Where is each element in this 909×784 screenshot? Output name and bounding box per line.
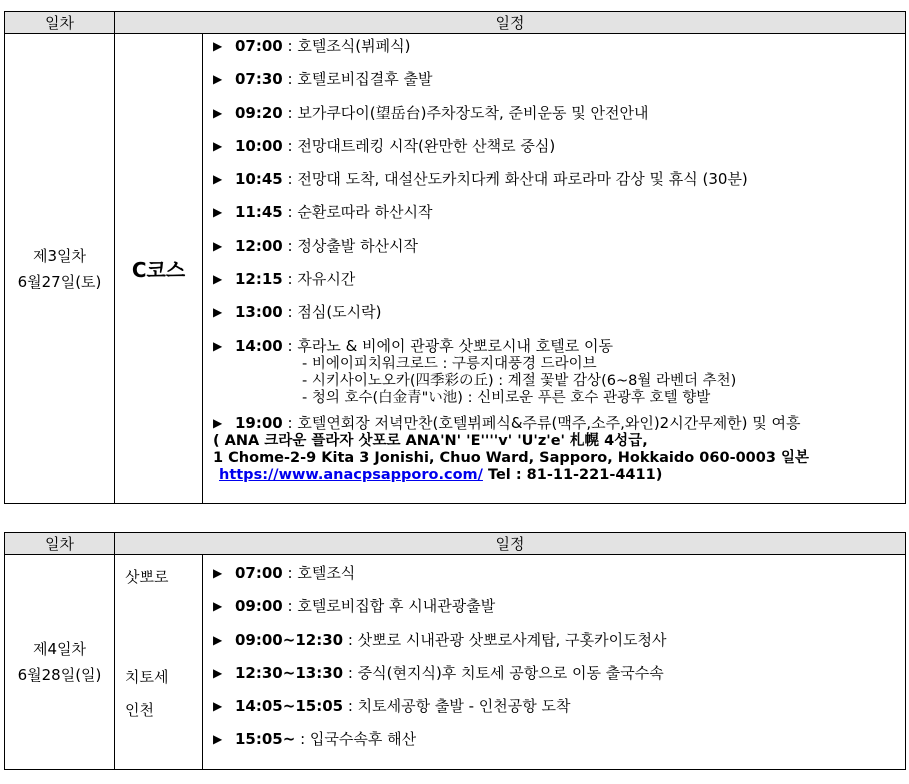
- item-time: 07:30: [235, 70, 283, 89]
- item-text: : 호텔조식: [282, 564, 356, 582]
- item-time: 10:00: [235, 136, 283, 155]
- bullet-icon: ▶: [213, 632, 223, 647]
- item-time: 14:05~15:05: [235, 697, 344, 716]
- bullet-icon: ▶: [213, 305, 223, 320]
- item-text: : 입국수속후 해산: [295, 730, 417, 749]
- item-text: : 전망대트레킹 시작(완만한 산책로 중심): [282, 136, 556, 155]
- bullet-icon: ▶: [213, 72, 223, 87]
- location-label: 삿뽀로: [125, 568, 169, 586]
- item-text: : 호텔조식(뷔페식): [282, 37, 411, 55]
- bullet-icon: ▶: [213, 338, 223, 353]
- item-text: : 전망대 도착, 대설산도카치다케 화산대 파로라마 감상 및 휴식 (30분): [282, 170, 748, 189]
- schedule-item: [213, 169, 905, 202]
- schedule-item: [213, 563, 905, 596]
- item-text: : 보가쿠다이(望岳台)주차장도착, 준비운동 및 안전안내: [282, 103, 649, 122]
- item-time: 07:00: [235, 564, 283, 582]
- sub-item: - 비에이피치워크로드 : 구릉지대풍경 드라이브: [302, 355, 597, 372]
- schedule-item: [213, 36, 905, 69]
- item-time: 12:30~13:30: [235, 663, 344, 682]
- schedule-item: [213, 103, 905, 136]
- location-label: 치토세: [125, 668, 169, 686]
- sub-item: - 시키사이노오카(四季彩の丘) : 계절 꽃밭 감상(6~8월 라벤더 추천): [302, 372, 737, 389]
- item-time: 14:00: [235, 336, 283, 355]
- schedule-item: [213, 269, 905, 302]
- hotel-name-line: ( ANA 크라운 플라자 삿포로 ANA'N' 'E''''v' 'U'z'e' 札幌 4성급,: [213, 432, 648, 449]
- bullet-icon: ▶: [213, 699, 223, 714]
- day3-schedule-table: [4, 11, 906, 504]
- item-time: 09:00: [235, 597, 283, 616]
- day-label: 제4일차: [32, 639, 86, 658]
- day3-row: [5, 34, 906, 504]
- item-time: 07:00: [235, 37, 283, 55]
- header-day: 일차: [5, 533, 115, 555]
- hotel-website-link[interactable]: https://www.anacpsapporo.com/: [219, 466, 483, 483]
- location-cell: [115, 555, 203, 770]
- location-label: 인천: [125, 701, 154, 719]
- item-time: 12:00: [235, 236, 283, 255]
- item-text: : 순환로따라 하산시작: [282, 203, 433, 222]
- item-text: : 점심(도시락): [282, 303, 382, 322]
- item-text: : 치토세공항 출발 - 인천공항 도착: [343, 697, 571, 716]
- table-header-row: [5, 12, 906, 34]
- item-text: : 호텔로비집결후 출발: [282, 70, 433, 89]
- bullet-icon: ▶: [213, 172, 223, 187]
- header-schedule: 일정: [115, 533, 906, 555]
- item-text: : 호텔로비집합 후 시내관광출발: [282, 597, 496, 616]
- schedule-item: [213, 630, 905, 663]
- day-cell: [5, 34, 115, 504]
- schedule-item: [213, 69, 905, 102]
- day-label: 제3일차: [32, 246, 86, 265]
- item-time: 19:00: [235, 413, 283, 432]
- bullet-icon: ▶: [213, 39, 223, 53]
- schedule-item: [213, 596, 905, 629]
- item-text: : 중식(현지식)후 치토세 공항으로 이동 출국수속: [343, 663, 664, 682]
- date-label: 6월28일(일): [17, 665, 102, 684]
- hotel-tel: Tel : 81-11-221-4411): [482, 466, 663, 483]
- schedule-item: [213, 202, 905, 235]
- bullet-icon: ▶: [213, 732, 223, 747]
- item-time: 15:05~: [235, 730, 296, 749]
- item-time: 11:45: [235, 203, 283, 222]
- day-cell: [5, 555, 115, 770]
- item-text: : 삿뽀로 시내관광 삿뽀로사계탑, 구홋카이도청사: [343, 630, 667, 649]
- schedule-item: [213, 136, 905, 169]
- bullet-icon: ▶: [213, 105, 223, 120]
- schedule-item: [213, 236, 905, 269]
- hotel-address-line: 1 Chome-2-9 Kita 3 Jonishi, Chuo Ward, Sapporo, Hokkaido 060-0003 일본: [213, 449, 809, 466]
- schedule-items: [203, 555, 906, 770]
- item-time: 12:15: [235, 270, 283, 289]
- date-label: 6월27일(토): [17, 272, 102, 291]
- item-time: 09:20: [235, 103, 283, 122]
- bullet-icon: ▶: [213, 599, 223, 614]
- course-label: C코스: [115, 34, 203, 504]
- header-day: 일차: [5, 12, 115, 34]
- item-text: : 후라노 & 비에이 관광후 삿뽀로시내 호텔로 이동: [282, 336, 613, 355]
- schedule-items: [203, 34, 906, 504]
- header-schedule: 일정: [115, 12, 906, 34]
- bullet-icon: ▶: [213, 272, 223, 287]
- item-time: 10:45: [235, 170, 283, 189]
- bullet-icon: ▶: [213, 566, 223, 580]
- bullet-icon: ▶: [213, 205, 223, 220]
- day4-row: [5, 555, 906, 770]
- bullet-icon: ▶: [213, 138, 223, 153]
- bullet-icon: ▶: [213, 665, 223, 680]
- day4-schedule-table: [4, 532, 906, 770]
- item-text: : 호텔연회장 저녁만찬(호텔뷔페식&주류(맥주,소주,와인)2시간무제한) 및 여흥: [282, 413, 801, 432]
- schedule-item: [213, 413, 905, 484]
- sub-item: - 청의 호수(白金青"い池) : 신비로운 푸른 호수 관광후 호텔 향발: [302, 389, 711, 406]
- item-text: : 자유시간: [282, 270, 356, 289]
- schedule-item: [213, 696, 905, 729]
- item-text: : 정상출발 하산시작: [282, 236, 419, 255]
- item-time: 13:00: [235, 303, 283, 322]
- schedule-item: [213, 302, 905, 335]
- bullet-icon: ▶: [213, 415, 223, 430]
- item-time: 09:00~12:30: [235, 630, 344, 649]
- schedule-item: [213, 729, 905, 762]
- schedule-item: [213, 336, 905, 407]
- table-header-row: [5, 533, 906, 555]
- bullet-icon: ▶: [213, 238, 223, 253]
- schedule-item: [213, 663, 905, 696]
